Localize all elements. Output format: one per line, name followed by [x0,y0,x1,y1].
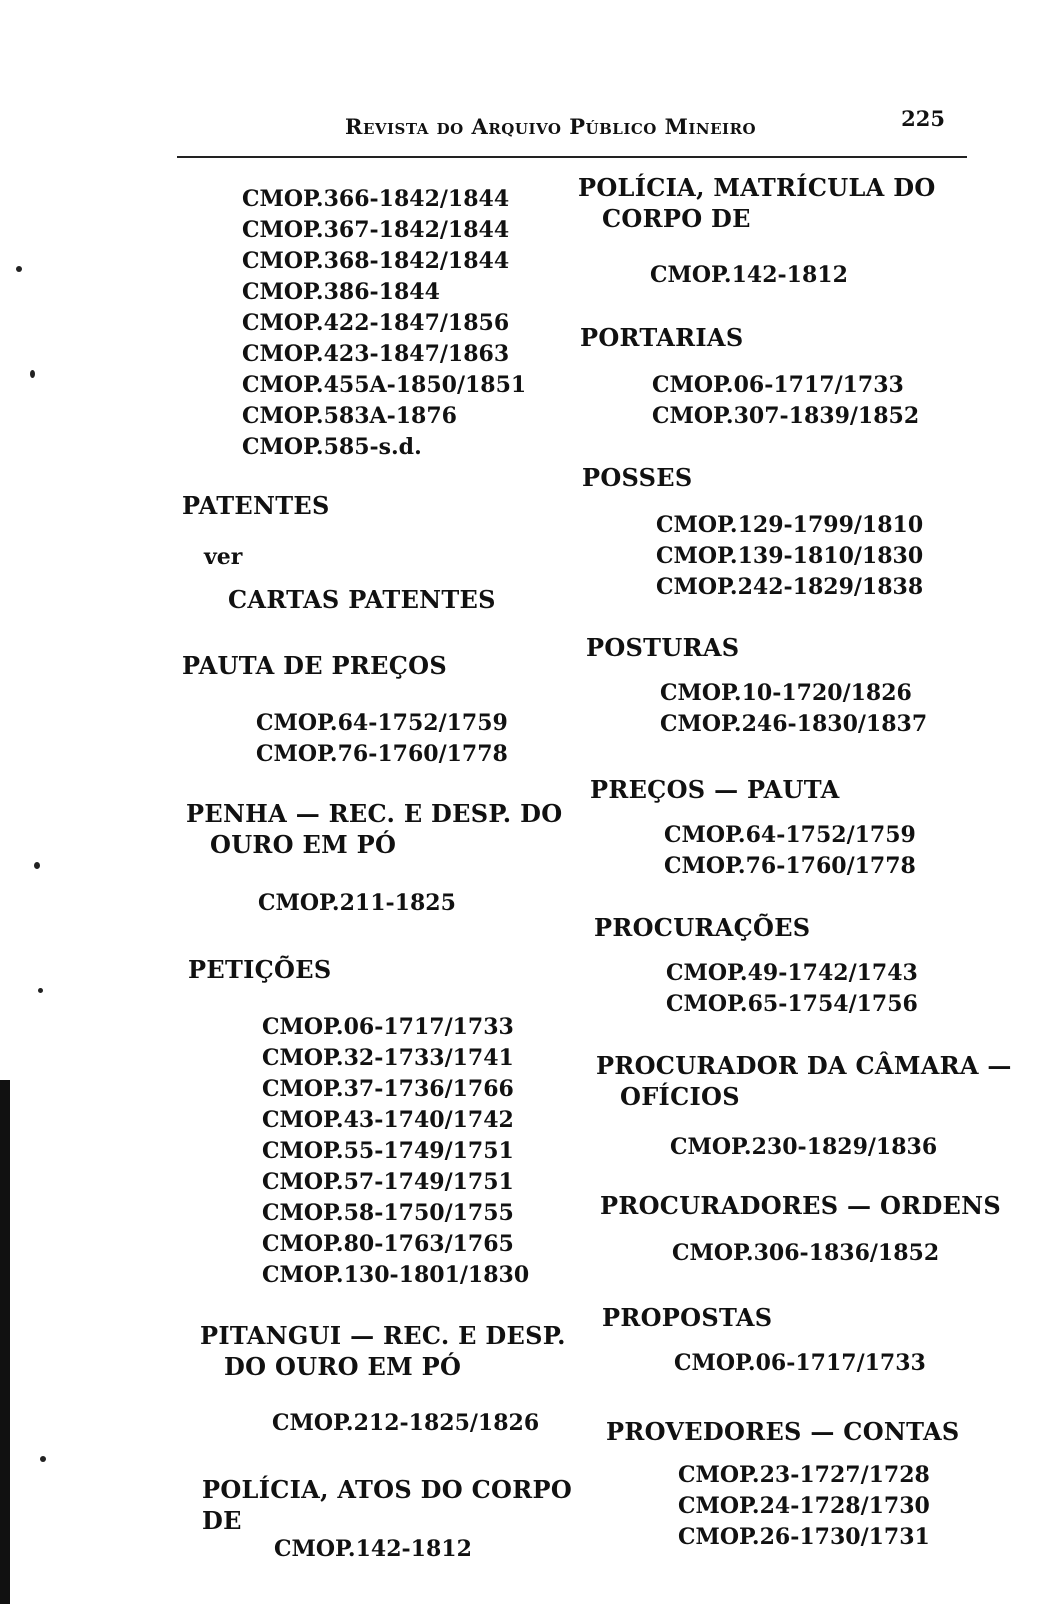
record-code: CMOP.211-1825 [258,890,456,916]
record-code: CMOP.58-1750/1755 [262,1200,514,1226]
index-heading [200,1320,600,1382]
record-code: CMOP.129-1799/1810 [656,512,924,538]
record-code: CMOP.307-1839/1852 [652,403,920,429]
record-code: CMOP.142-1812 [274,1536,472,1562]
heading-continuation: OFÍCIOS [620,1082,740,1111]
index-heading [606,1416,1026,1447]
index-heading [228,584,628,615]
index-heading [590,774,1010,805]
code-list [664,820,1061,882]
record-code: CMOP.367-1842/1844 [242,217,510,243]
record-code: CMOP.130-1801/1830 [262,1262,530,1288]
record-code: CMOP.49-1742/1743 [666,960,918,986]
code-list [674,1348,1061,1379]
index-heading [580,322,1000,353]
record-code: CMOP.423-1847/1863 [242,341,510,367]
record-code: CMOP.242-1829/1838 [656,574,924,600]
scan-speck [38,988,43,993]
heading-line: POLÍCIA, ATOS DO CORPO DE [202,1475,573,1535]
record-code: CMOP.06-1717/1733 [674,1350,926,1376]
record-code: CMOP.57-1749/1751 [262,1169,514,1195]
heading-line: PENHA — REC. E DESP. DO [186,799,563,828]
index-heading [602,1302,1022,1333]
heading-line: PROCURAÇÕES [594,913,811,942]
record-code: CMOP.26-1730/1731 [678,1524,930,1550]
record-code: CMOP.24-1728/1730 [678,1493,930,1519]
index-heading [586,632,1006,663]
record-code: CMOP.366-1842/1844 [242,186,510,212]
scan-speck [16,266,22,272]
record-code: CMOP.37-1736/1766 [262,1076,514,1102]
code-list [670,1132,1061,1163]
heading-line: PITANGUI — REC. E DESP. [200,1321,566,1350]
record-code: CMOP.76-1760/1778 [664,853,916,879]
record-code: CMOP.06-1717/1733 [262,1014,514,1040]
record-code: CMOP.55-1749/1751 [262,1138,514,1164]
heading-line: PAUTA DE PREÇOS [182,651,447,680]
index-heading [578,172,998,234]
code-list [274,1534,674,1565]
page-number: 225 [901,106,945,131]
record-code: CMOP.23-1727/1728 [678,1462,930,1488]
scan-speck [30,370,35,378]
record-code: CMOP.422-1847/1856 [242,310,510,336]
heading-line: POSSES [582,463,693,492]
index-heading [202,1474,602,1536]
heading-line: PREÇOS — PAUTA [590,775,840,804]
record-code: CMOP.65-1754/1756 [666,991,918,1017]
record-code: CMOP.80-1763/1765 [262,1231,514,1257]
heading-line: PORTARIAS [580,323,744,352]
record-code: CMOP.32-1733/1741 [262,1045,514,1071]
scan-speck [34,862,40,869]
record-code: CMOP.368-1842/1844 [242,248,510,274]
index-heading [596,1050,1016,1112]
record-code: CMOP.230-1829/1836 [670,1134,938,1160]
index-heading [182,490,582,521]
index-heading [600,1190,1020,1221]
code-list [652,370,1061,432]
record-code: CMOP.06-1717/1733 [652,372,904,398]
record-code: CMOP.64-1752/1759 [256,710,508,736]
running-header [177,104,967,158]
record-code: CMOP.583A-1876 [242,403,457,429]
heading-line: PATENTES [182,491,330,520]
record-code: CMOP.76-1760/1778 [256,741,508,767]
code-list [678,1460,1061,1553]
heading-continuation: CORPO DE [602,204,751,233]
heading-line: PETIÇÕES [188,955,332,984]
heading-line: PROCURADOR DA CÂMARA — [596,1051,1012,1080]
record-code: CMOP.43-1740/1742 [262,1107,514,1133]
code-list [660,678,1061,740]
record-code: CMOP.455A-1850/1851 [242,372,527,398]
code-list [672,1238,1061,1269]
index-heading [182,650,582,681]
index-heading [188,954,588,985]
record-code: CMOP.386-1844 [242,279,440,305]
heading-line: POLÍCIA, MATRÍCULA DO [578,173,936,202]
record-code: CMOP.64-1752/1759 [664,822,916,848]
cross-reference-ver: ver [204,544,243,570]
record-code: CMOP.306-1836/1852 [672,1240,940,1266]
record-code: CMOP.585-s.d. [242,434,422,460]
record-code: CMOP.142-1812 [650,262,848,288]
code-list [650,260,1061,291]
record-code: CMOP.139-1810/1830 [656,543,924,569]
code-list [656,510,1061,603]
code-list [256,708,656,770]
journal-title: Revista do Arquivo Público Mineiro [345,114,757,139]
record-code: CMOP.212-1825/1826 [272,1410,540,1436]
scan-binding-shadow [0,1080,10,1604]
record-code: CMOP.10-1720/1826 [660,680,912,706]
heading-continuation: OURO EM PÓ [210,830,397,859]
index-heading [582,462,1002,493]
index-heading [594,912,1014,943]
heading-line: PROVEDORES — CONTAS [606,1417,960,1446]
heading-continuation: DO OURO EM PÓ [224,1352,462,1381]
scan-speck [40,1456,46,1462]
heading-line: POSTURAS [586,633,740,662]
code-list [666,958,1061,1020]
heading-line: PROPOSTAS [602,1303,773,1332]
index-heading [186,798,586,860]
record-code: CMOP.246-1830/1837 [660,711,928,737]
heading-line: PROCURADORES — ORDENS [600,1191,1002,1220]
heading-line: CARTAS PATENTES [228,585,496,614]
